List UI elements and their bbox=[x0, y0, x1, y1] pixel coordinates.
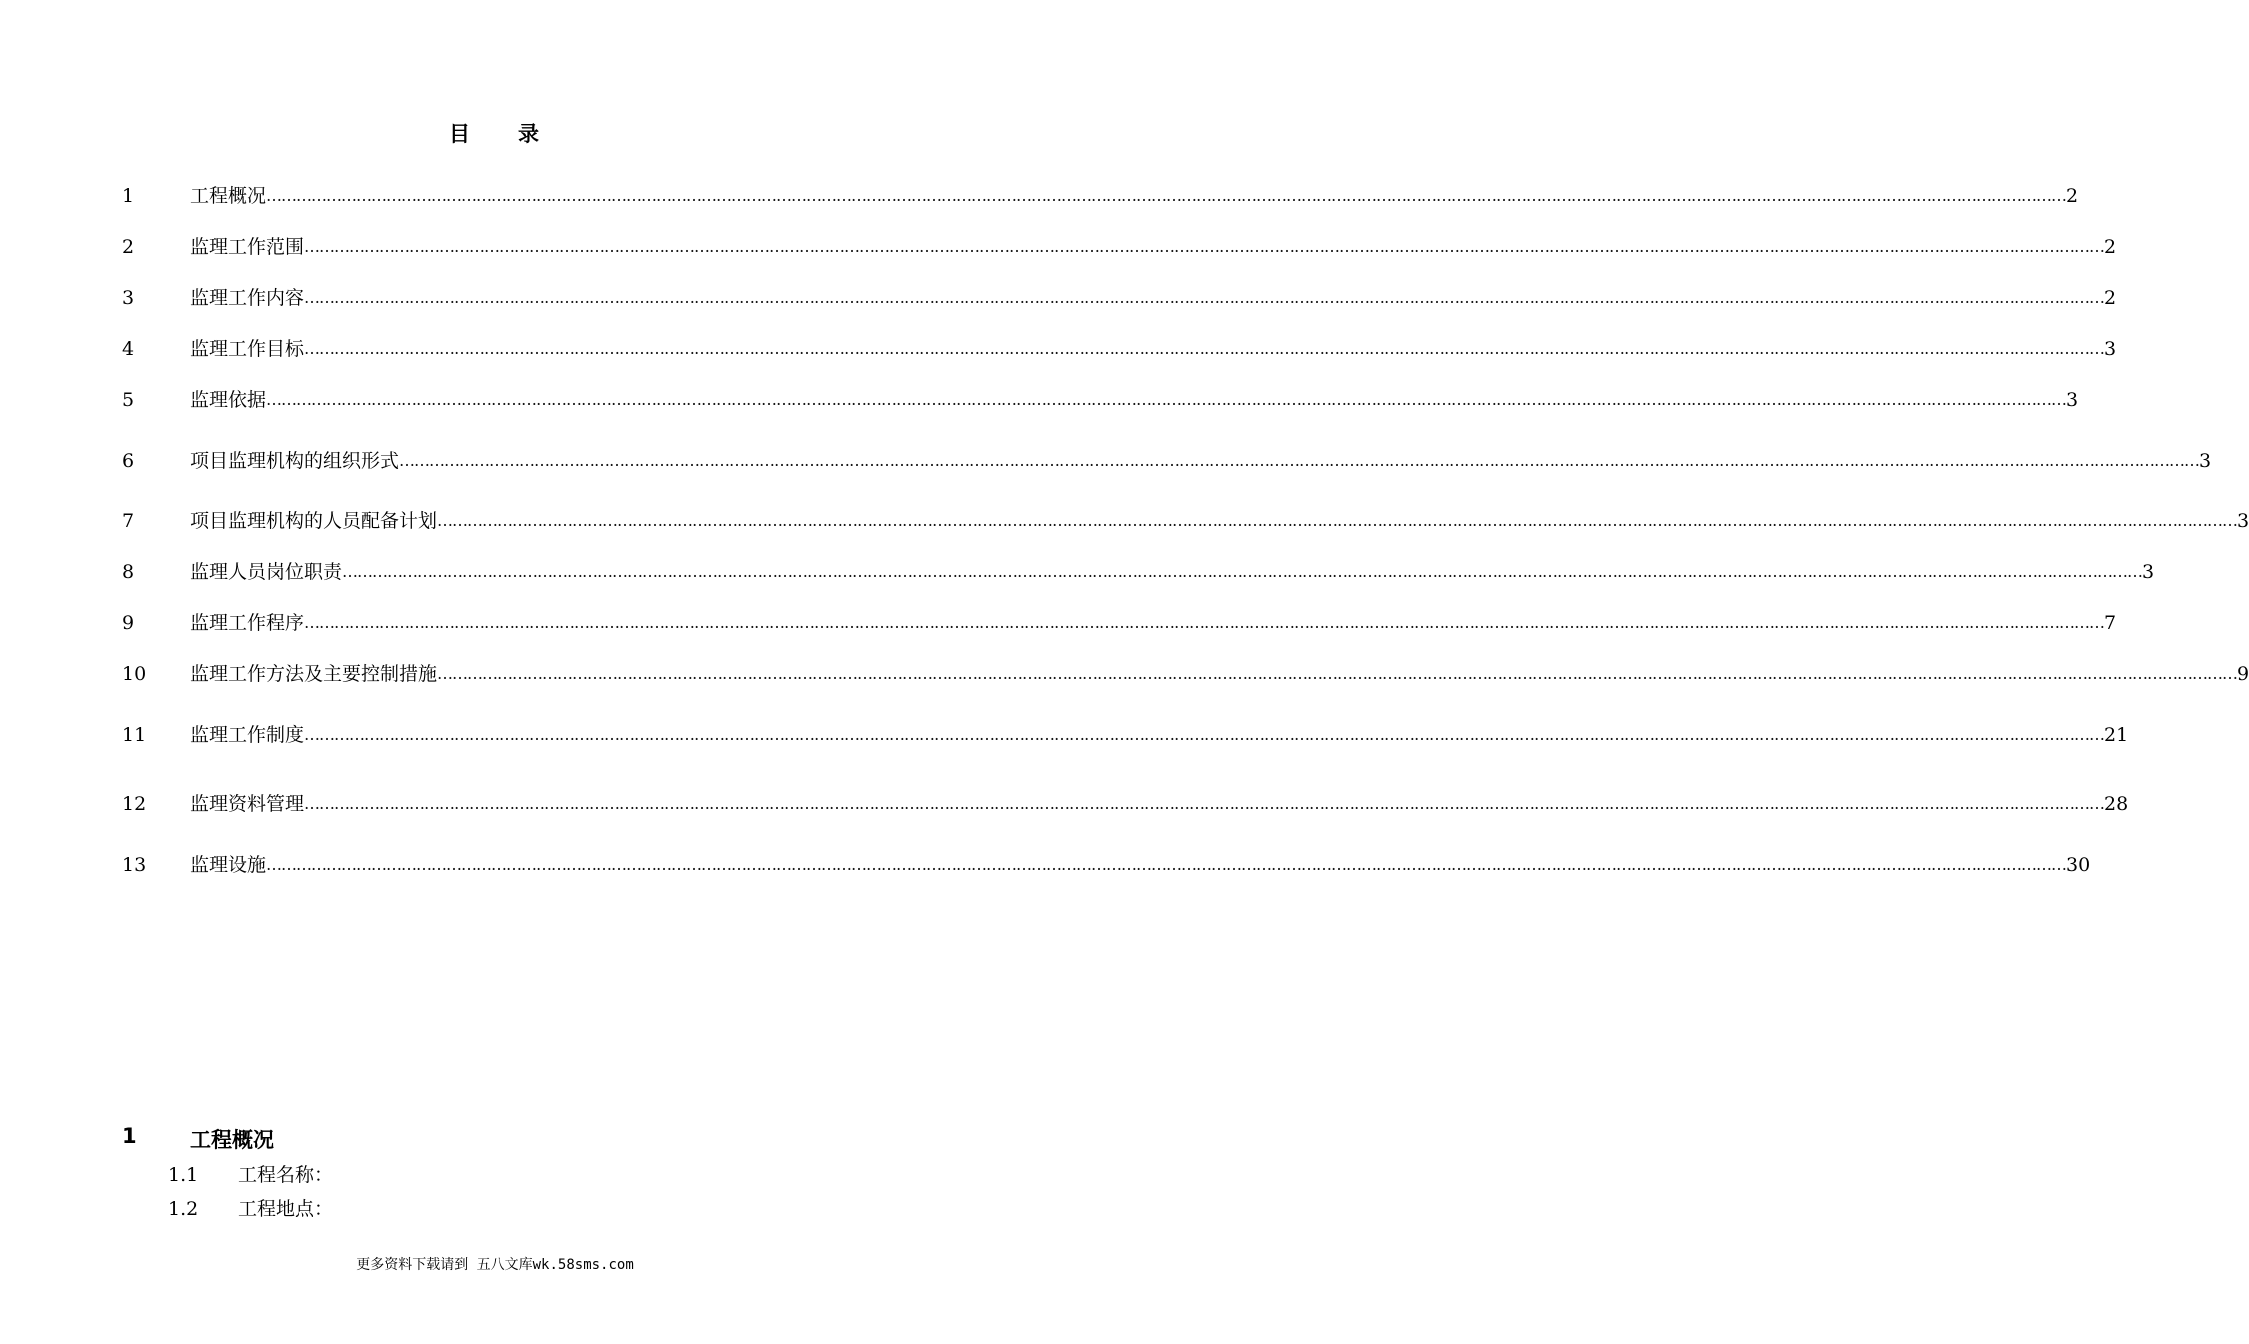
toc-entry[interactable] bbox=[122, 558, 2155, 586]
toc-entry-label: 监理工作目标 bbox=[190, 338, 305, 360]
toc-entry-label: 监理工作方法及主要控制措施 bbox=[190, 663, 438, 685]
toc-entry-label: 工程概况 bbox=[190, 185, 267, 207]
footer-link-text[interactable]: 更多资料下载请到 五八文库wk.58sms.com bbox=[356, 1257, 634, 1273]
toc-entry[interactable] bbox=[122, 447, 2212, 475]
toc-entry-page: 2 bbox=[2104, 236, 2117, 258]
toc-entry-number: 9 bbox=[122, 612, 135, 634]
toc-entry-label: 监理依据 bbox=[190, 389, 267, 411]
subsection-number: 1.2 bbox=[168, 1198, 199, 1220]
toc-entry-page: 9 bbox=[2237, 663, 2249, 685]
toc-leader-dots: ……………………………………………………………………………………………………………………………………………………………………………………………………………………………………………………………………………………………………………………………… bbox=[342, 562, 2143, 581]
toc-entry-number: 12 bbox=[122, 793, 147, 815]
subsection-number: 1.1 bbox=[168, 1164, 199, 1186]
section-number: 1 bbox=[122, 1124, 137, 1148]
toc-entry-line bbox=[190, 233, 2117, 261]
toc-entry-line bbox=[190, 386, 2079, 414]
toc-entry-page: 2 bbox=[2104, 287, 2117, 309]
toc-entry-page: 3 bbox=[2142, 561, 2155, 583]
toc-entry-page: 3 bbox=[2104, 338, 2117, 360]
toc-leader-dots: ……………………………………………………………………………………………………………………………………………………………………………………………………………………………………………………………………………………………………………………………… bbox=[266, 186, 2067, 205]
subsection-item bbox=[168, 1194, 333, 1221]
section-title: 工程概况 bbox=[190, 1128, 274, 1152]
toc-entry-page: 3 bbox=[2199, 450, 2212, 472]
toc-title-char-2: 录 bbox=[518, 122, 541, 146]
toc-entry-line bbox=[190, 507, 2249, 535]
toc-entry-label: 监理工作范围 bbox=[190, 236, 305, 258]
toc-leader-dots: ……………………………………………………………………………………………………………………………………………………………………………………………………………………………………………………………………………………………………………………………… bbox=[304, 288, 2105, 307]
toc-entry-number: 11 bbox=[122, 724, 147, 746]
toc-entry-number: 3 bbox=[122, 287, 135, 309]
toc-entry-page: 30 bbox=[2066, 854, 2091, 876]
subsection-label: 工程地点： bbox=[238, 1198, 334, 1220]
toc-entry-number: 6 bbox=[122, 450, 135, 472]
toc-leader-dots: ……………………………………………………………………………………………………………………………………………………………………………………………………………………………………………………………………………………………………………………………… bbox=[266, 855, 2067, 874]
toc-entry-page: 2 bbox=[2066, 185, 2079, 207]
toc-entry-number: 2 bbox=[122, 236, 135, 258]
toc-entry[interactable] bbox=[122, 335, 2117, 363]
toc-entry-line bbox=[190, 660, 2249, 688]
toc-entry-page: 3 bbox=[2066, 389, 2079, 411]
toc-title-char-1: 目 bbox=[449, 122, 472, 146]
toc-entry-label: 监理工作制度 bbox=[190, 724, 305, 746]
subsection-label: 工程名称： bbox=[238, 1164, 334, 1186]
toc-entry[interactable] bbox=[122, 386, 2079, 414]
toc-entry[interactable] bbox=[122, 851, 2091, 879]
toc-leader-dots: ……………………………………………………………………………………………………………………………………………………………………………………………………………………………………………………………………………………………………………………………… bbox=[266, 390, 2067, 409]
toc-entry-line bbox=[190, 851, 2091, 879]
toc-entry[interactable] bbox=[122, 660, 2249, 688]
toc-entry-line bbox=[190, 721, 2129, 749]
toc-entry-line bbox=[190, 790, 2129, 818]
toc-leader-dots: ……………………………………………………………………………………………………………………………………………………………………………………………………………………………………………………………………………………………………………………………… bbox=[304, 339, 2105, 358]
toc-entry[interactable] bbox=[122, 233, 2117, 261]
toc-entry-label: 监理工作内容 bbox=[190, 287, 305, 309]
toc-entry-line bbox=[190, 558, 2155, 586]
toc-entry-page: 7 bbox=[2104, 612, 2117, 634]
toc-entry-label: 监理工作程序 bbox=[190, 612, 305, 634]
toc-entry[interactable] bbox=[122, 284, 2117, 312]
subsection-item bbox=[168, 1160, 333, 1187]
toc-entry-label: 项目监理机构的人员配备计划 bbox=[190, 510, 438, 532]
toc-entry-number: 13 bbox=[122, 854, 147, 876]
toc-entry-line bbox=[190, 284, 2117, 312]
toc-entry-number: 7 bbox=[122, 510, 135, 532]
toc-title bbox=[0, 118, 990, 148]
toc-entry-line bbox=[190, 609, 2117, 637]
toc-entry-label: 项目监理机构的组织形式 bbox=[190, 450, 400, 472]
toc-entry[interactable] bbox=[122, 507, 2249, 535]
toc-leader-dots: ……………………………………………………………………………………………………………………………………………………………………………………………………………………………………………………………………………………………………………………………… bbox=[304, 237, 2105, 256]
toc-leader-dots: ……………………………………………………………………………………………………………………………………………………………………………………………………………………………………………………………………………………………………………………………… bbox=[304, 794, 2105, 813]
toc-entry-page: 28 bbox=[2104, 793, 2129, 815]
toc-entry-line bbox=[190, 447, 2212, 475]
toc-entry-number: 10 bbox=[122, 663, 147, 685]
toc-entry[interactable] bbox=[122, 182, 2079, 210]
toc-entry-line bbox=[190, 335, 2117, 363]
toc-entry[interactable] bbox=[122, 609, 2117, 637]
toc-entry-page: 21 bbox=[2104, 724, 2129, 746]
toc-entry-number: 4 bbox=[122, 338, 135, 360]
toc-leader-dots: ……………………………………………………………………………………………………………………………………………………………………………………………………………………………………………………………………………………………………………………………… bbox=[304, 613, 2105, 632]
toc-leader-dots: ……………………………………………………………………………………………………………………………………………………………………………………………………………………………………………………………………………………………………………………………… bbox=[437, 511, 2238, 530]
toc-entry-line bbox=[190, 182, 2079, 210]
toc-entry-label: 监理人员岗位职责 bbox=[190, 561, 343, 583]
toc-entry-label: 监理资料管理 bbox=[190, 793, 305, 815]
toc-entry-page: 3 bbox=[2237, 510, 2249, 532]
toc-entry-number: 8 bbox=[122, 561, 135, 583]
toc-leader-dots: ……………………………………………………………………………………………………………………………………………………………………………………………………………………………………………………………………………………………………………………………… bbox=[399, 451, 2200, 470]
toc-leader-dots: ……………………………………………………………………………………………………………………………………………………………………………………………………………………………………………………………………………………………………………………………… bbox=[304, 725, 2105, 744]
toc-entry[interactable] bbox=[122, 790, 2129, 818]
toc-entry-number: 5 bbox=[122, 389, 135, 411]
toc-leader-dots: ……………………………………………………………………………………………………………………………………………………………………………………………………………………………………………………………………………………………………………………………… bbox=[437, 664, 2238, 683]
toc-entry-number: 1 bbox=[122, 185, 135, 207]
toc-entry-label: 监理设施 bbox=[190, 854, 267, 876]
toc-entry[interactable] bbox=[122, 721, 2129, 749]
